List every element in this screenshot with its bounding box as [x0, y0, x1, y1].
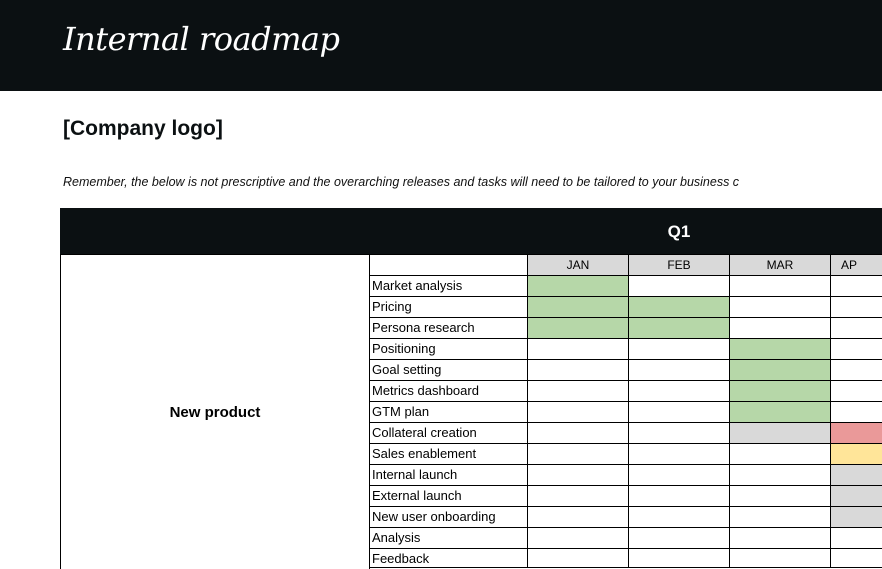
- task-header-blank: [369, 254, 528, 276]
- timeline-cell[interactable]: [527, 485, 629, 507]
- month-header: FEB: [628, 254, 730, 276]
- timeline-cell[interactable]: [729, 401, 831, 423]
- page-title: Internal roadmap: [63, 20, 340, 58]
- task-label[interactable]: Market analysis: [369, 275, 528, 297]
- task-label[interactable]: Persona research: [369, 317, 528, 339]
- task-label[interactable]: Feedback: [369, 548, 528, 568]
- timeline-cell[interactable]: [527, 443, 629, 465]
- timeline-cell[interactable]: [830, 359, 882, 381]
- timeline-cell[interactable]: [729, 443, 831, 465]
- timeline-cell[interactable]: [729, 464, 831, 486]
- timeline-cell[interactable]: [628, 527, 730, 549]
- timeline-cell[interactable]: [527, 506, 629, 528]
- timeline-cell[interactable]: [729, 422, 831, 444]
- timeline-cell[interactable]: [830, 380, 882, 402]
- header-banner: [0, 0, 882, 91]
- timeline-cell[interactable]: [527, 548, 629, 568]
- timeline-cell[interactable]: [729, 380, 831, 402]
- timeline-cell[interactable]: [830, 317, 882, 339]
- timeline-cell[interactable]: [628, 296, 730, 318]
- month-header: AP: [830, 254, 882, 276]
- timeline-cell[interactable]: [527, 401, 629, 423]
- instruction-note: Remember, the below is not prescriptive and the overarching releases and tasks will need to be tailored to your business c: [63, 175, 740, 189]
- timeline-cell[interactable]: [729, 317, 831, 339]
- timeline-cell[interactable]: [628, 422, 730, 444]
- company-logo-placeholder: [Company logo]: [63, 117, 223, 140]
- timeline-cell[interactable]: [527, 317, 629, 339]
- task-label[interactable]: Analysis: [369, 527, 528, 549]
- section-label: New product: [60, 254, 370, 569]
- timeline-cell[interactable]: [628, 359, 730, 381]
- task-label[interactable]: Goal setting: [369, 359, 528, 381]
- header-cell: [729, 208, 831, 255]
- timeline-cell[interactable]: [628, 317, 730, 339]
- timeline-cell[interactable]: [628, 338, 730, 360]
- timeline-cell[interactable]: [628, 380, 730, 402]
- task-label[interactable]: Collateral creation: [369, 422, 528, 444]
- timeline-cell[interactable]: [628, 506, 730, 528]
- timeline-cell[interactable]: [729, 359, 831, 381]
- task-label[interactable]: New user onboarding: [369, 506, 528, 528]
- timeline-cell[interactable]: [729, 485, 831, 507]
- timeline-cell[interactable]: [729, 296, 831, 318]
- timeline-cell[interactable]: [830, 548, 882, 568]
- timeline-cell[interactable]: [830, 464, 882, 486]
- timeline-cell[interactable]: [830, 422, 882, 444]
- timeline-cell[interactable]: [527, 338, 629, 360]
- timeline-cell[interactable]: [830, 275, 882, 297]
- timeline-cell[interactable]: [628, 464, 730, 486]
- timeline-cell[interactable]: [628, 485, 730, 507]
- timeline-cell[interactable]: [830, 485, 882, 507]
- quarter-header: Q1: [628, 208, 730, 255]
- timeline-cell[interactable]: [527, 527, 629, 549]
- task-label[interactable]: External launch: [369, 485, 528, 507]
- header-cell: [527, 208, 629, 255]
- timeline-cell[interactable]: [729, 527, 831, 549]
- task-label[interactable]: GTM plan: [369, 401, 528, 423]
- timeline-cell[interactable]: [527, 296, 629, 318]
- timeline-cell[interactable]: [628, 548, 730, 568]
- timeline-cell[interactable]: [527, 422, 629, 444]
- timeline-cell[interactable]: [527, 275, 629, 297]
- task-label[interactable]: Sales enablement: [369, 443, 528, 465]
- task-label[interactable]: Positioning: [369, 338, 528, 360]
- timeline-cell[interactable]: [729, 506, 831, 528]
- task-label[interactable]: Metrics dashboard: [369, 380, 528, 402]
- timeline-cell[interactable]: [729, 548, 831, 568]
- timeline-cell[interactable]: [628, 443, 730, 465]
- timeline-cell[interactable]: [628, 275, 730, 297]
- timeline-cell[interactable]: [729, 338, 831, 360]
- timeline-cell[interactable]: [830, 296, 882, 318]
- timeline-cell[interactable]: [830, 401, 882, 423]
- timeline-cell[interactable]: [527, 464, 629, 486]
- timeline-cell[interactable]: [527, 359, 629, 381]
- timeline-cell[interactable]: [628, 401, 730, 423]
- timeline-cell[interactable]: [830, 338, 882, 360]
- task-label[interactable]: Internal launch: [369, 464, 528, 486]
- month-header: MAR: [729, 254, 831, 276]
- header-cell-blank: [60, 208, 370, 255]
- month-header: JAN: [527, 254, 629, 276]
- header-cell-task: [369, 208, 528, 255]
- timeline-cell[interactable]: [830, 443, 882, 465]
- timeline-cell[interactable]: [830, 527, 882, 549]
- timeline-cell[interactable]: [830, 506, 882, 528]
- roadmap-grid: [60, 208, 882, 569]
- header-cell: [830, 208, 882, 255]
- task-label[interactable]: Pricing: [369, 296, 528, 318]
- timeline-cell[interactable]: [729, 275, 831, 297]
- timeline-cell[interactable]: [527, 380, 629, 402]
